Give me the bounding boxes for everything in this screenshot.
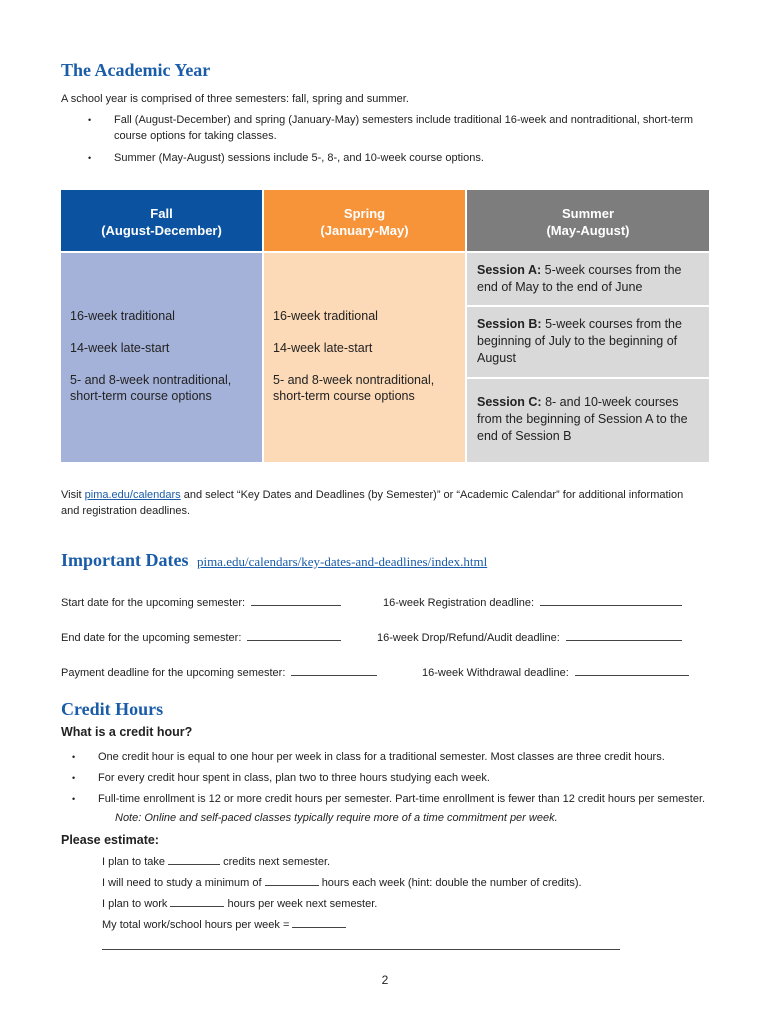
estimate-credits-line xyxy=(102,856,330,868)
spring-body xyxy=(264,253,465,462)
estimate-study-prefix: I will need to study a minimum of xyxy=(102,877,265,889)
summer-session-c xyxy=(467,379,709,462)
registration-deadline-field xyxy=(383,597,682,609)
credit-hour-question: What is a credit hour? xyxy=(61,725,193,739)
spring-item: 5- and 8-week nontraditional, short-term course options xyxy=(273,373,435,403)
withdrawal-deadline-label: 16-week Withdrawal deadline: xyxy=(422,667,569,679)
academic-year-bullets xyxy=(88,112,708,166)
estimate-credits-suffix: credits next semester. xyxy=(223,856,331,868)
work-hours-blank[interactable] xyxy=(170,905,224,907)
important-dates-heading xyxy=(61,550,487,571)
estimate-work-line xyxy=(102,898,377,910)
summer-session-b xyxy=(467,307,709,377)
session-c-text: 8- and 10-week courses from the beginning of Session A to the end of Session B xyxy=(477,395,688,443)
start-date-blank[interactable] xyxy=(251,604,341,606)
credit-hours-note: Note: Online and self-paced classes typically require more of a time commitment per week. xyxy=(115,812,558,824)
end-date-label: End date for the upcoming semester: xyxy=(61,632,242,644)
credits-blank[interactable] xyxy=(168,863,220,865)
session-a-label: Session A: xyxy=(477,263,542,277)
list-item: • Full-time enrollment is 12 or more credit hours per semester. Part-time enrollment is fewer than 12 credit hours per semester. xyxy=(72,791,732,807)
list-item: • For every credit hour spent in class, plan two to three hours studying each week. xyxy=(72,770,732,786)
session-b-label: Session B: xyxy=(477,317,542,331)
calendars-link[interactable]: pima.edu/calendars xyxy=(84,489,181,501)
spring-header xyxy=(264,190,465,251)
answer-line[interactable] xyxy=(102,949,620,950)
drop-refund-deadline-label: 16-week Drop/Refund/Audit deadline: xyxy=(377,632,560,644)
study-hours-blank[interactable] xyxy=(265,884,319,886)
fall-body xyxy=(61,253,262,462)
summer-header-title: Summer xyxy=(561,206,615,221)
payment-deadline-label: Payment deadline for the upcoming semester: xyxy=(61,667,286,679)
drop-refund-deadline-blank[interactable] xyxy=(566,639,682,641)
fall-header xyxy=(61,190,262,251)
please-estimate-heading: Please estimate: xyxy=(61,833,159,847)
withdrawal-deadline-field xyxy=(422,667,689,679)
visit-prefix: Visit xyxy=(61,489,85,501)
summer-session-a xyxy=(467,253,709,305)
fall-item: 16-week traditional xyxy=(70,309,175,323)
section-title-credit-hours: Credit Hours xyxy=(61,699,164,719)
section-title-important-dates: Important Dates xyxy=(61,550,189,570)
estimate-total-prefix: My total work/school hours per week = xyxy=(102,919,293,931)
total-hours-blank[interactable] xyxy=(292,926,346,928)
academic-year-intro: A school year is comprised of three semesters: fall, spring and summer. xyxy=(61,93,409,105)
drop-refund-deadline-field xyxy=(377,632,682,644)
key-dates-link[interactable]: pima.edu/calendars/key-dates-and-deadlines/index.html xyxy=(196,554,488,569)
fall-item: 14-week late-start xyxy=(70,341,170,355)
spring-item: 14-week late-start xyxy=(273,341,373,355)
section-title-academic-year: The Academic Year xyxy=(61,60,211,80)
estimate-study-line xyxy=(102,877,582,889)
fall-item: 5- and 8-week nontraditional, short-term course options xyxy=(70,373,232,403)
estimate-credits-prefix: I plan to take xyxy=(102,856,169,868)
page-number: 2 xyxy=(381,973,389,987)
estimate-work-prefix: I plan to work xyxy=(102,898,171,910)
semester-table xyxy=(61,190,709,462)
session-b-text: 5-week courses from the beginning of July to the beginning of August xyxy=(477,317,682,365)
list-item: • One credit hour is equal to one hour per week in class for a traditional semester. Most classes are three credit hours. xyxy=(72,749,732,765)
spring-header-months: (January-May) xyxy=(320,223,409,238)
spring-header-title: Spring xyxy=(343,206,386,221)
session-c-label: Session C: xyxy=(477,395,542,409)
visit-suffix: and select “Key Dates and Deadlines (by Semester)” or “Academic Calendar” for additional information and registration deadlines. xyxy=(61,489,684,517)
payment-deadline-field xyxy=(61,667,377,679)
registration-deadline-blank[interactable] xyxy=(540,604,682,606)
estimate-total-line xyxy=(102,919,346,931)
fall-header-months: (August-December) xyxy=(101,223,222,238)
summer-header xyxy=(467,190,709,251)
withdrawal-deadline-blank[interactable] xyxy=(575,674,689,676)
session-a-text: 5-week courses from the end of May to the end of June xyxy=(477,263,682,294)
start-date-field xyxy=(61,597,341,609)
estimate-study-suffix: hours each week (hint: double the number of credits). xyxy=(321,877,582,889)
credit-hours-bullets xyxy=(72,749,732,807)
end-date-field xyxy=(61,632,341,644)
spring-item: 16-week traditional xyxy=(273,309,378,323)
start-date-label: Start date for the upcoming semester: xyxy=(61,597,246,609)
summer-header-months: (May-August) xyxy=(546,223,630,238)
list-item: • Fall (August-December) and spring (January-May) semesters include traditional 16-week and nontraditional, short-term course options for taking classes. xyxy=(88,112,708,144)
end-date-blank[interactable] xyxy=(247,639,341,641)
visit-paragraph xyxy=(61,487,701,519)
list-item: • Summer (May-August) sessions include 5-, 8-, and 10-week course options. xyxy=(88,150,708,166)
fall-header-title: Fall xyxy=(150,206,173,221)
estimate-work-suffix: hours per week next semester. xyxy=(227,898,378,910)
payment-deadline-blank[interactable] xyxy=(291,674,377,676)
registration-deadline-label: 16-week Registration deadline: xyxy=(383,597,535,609)
